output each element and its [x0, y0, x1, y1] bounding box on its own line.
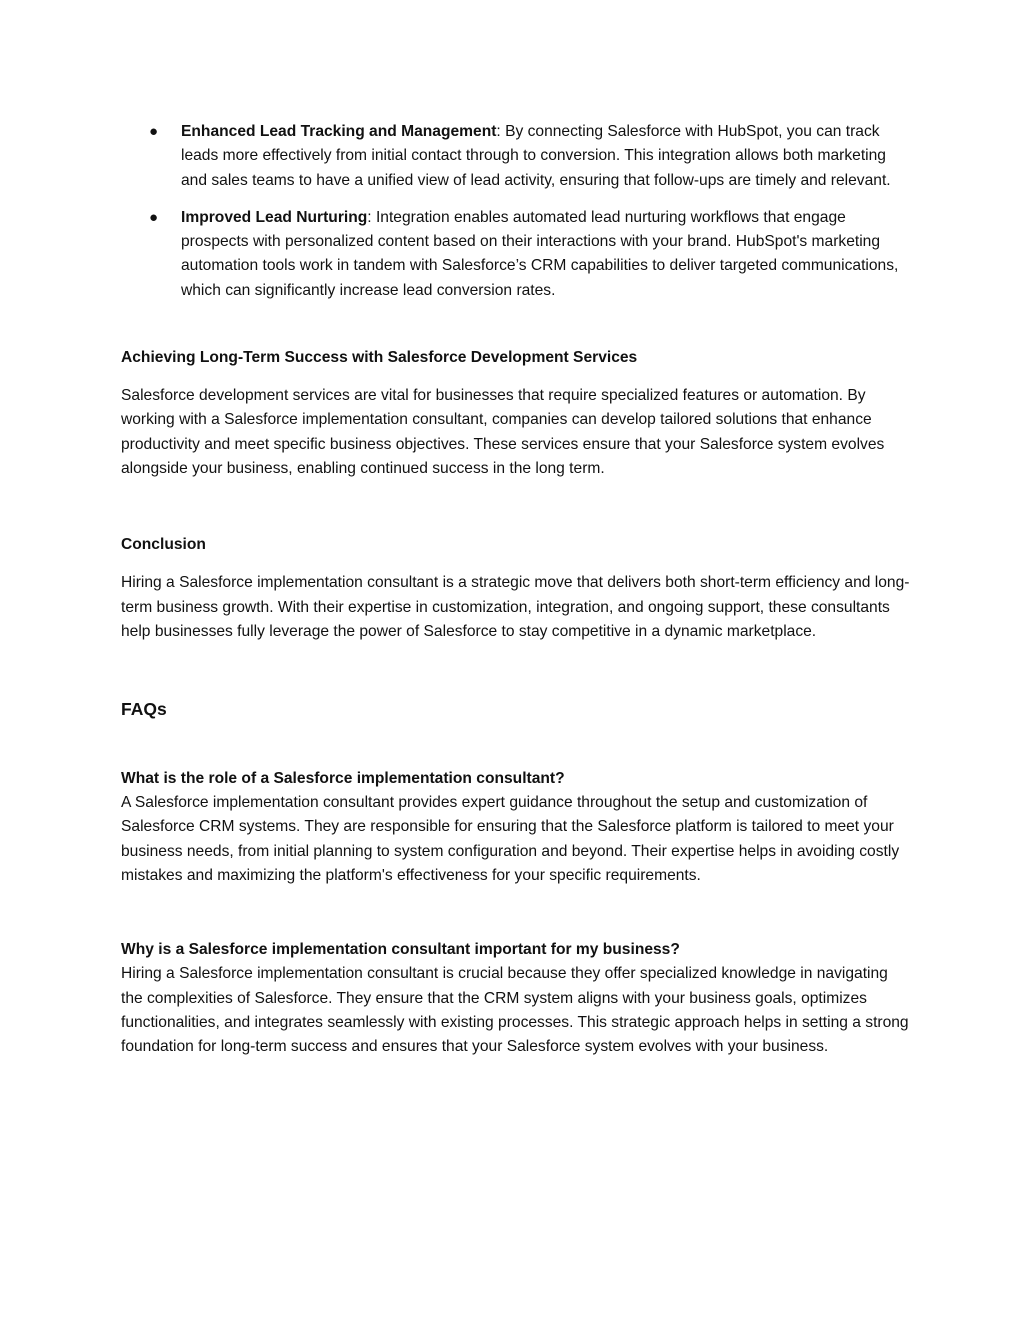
document-page: [121, 120, 911, 1060]
bullet-title: Improved Lead Nurturing: [181, 208, 368, 226]
faq-question: What is the role of a Salesforce implementation consultant?: [121, 770, 565, 788]
bullet-text: : Integration enables automated lead nurturing workflows that engage prospects with personalized content based on their interactions with your brand. HubSpot's marketing automation tools work in tandem with Salesforce’s CRM capabilities to deliver targeted communications, which can significantly increase lead conversion rates.: [181, 208, 899, 299]
section-heading-conclusion: Conclusion: [121, 536, 206, 554]
bullet-title: Enhanced Lead Tracking and Management: [181, 123, 497, 140]
faq-answer: Hiring a Salesforce implementation consultant is crucial because they offer specialized knowledge in navigating the complexities of Salesforce. They ensure that the CRM system aligns with your business goals, optimizes functionalities, and integrates seamlessly with existing processes. This strategic approach helps in setting a strong foundation for long-term success and ensures that your Salesforce system evolves with your business.: [121, 965, 909, 1056]
faq-answer: A Salesforce implementation consultant provides expert guidance throughout the setup and customization of Salesforce CRM systems. They are responsible for ensuring that the Salesforce platform is tailored to meet your business needs, from initial planning to system configuration and beyond. Their expertise helps in avoiding costly mistakes and maximizing the platform's effectiveness for your specific requirements.: [121, 794, 900, 885]
benefits-list: [121, 120, 911, 303]
section-heading-development: Achieving Long-Term Success with Salesforce Development Services: [121, 349, 638, 367]
faq-question: Why is a Salesforce implementation consultant important for my business?: [121, 941, 680, 959]
bullet-icon: ●: [149, 123, 159, 140]
faqs-heading: FAQs: [121, 699, 167, 720]
list-item: [121, 206, 911, 303]
section-body-conclusion: Hiring a Salesforce implementation consultant is a strategic move that delivers both short-term efficiency and long-term business growth. With their expertise in customization, integration, and ongoing support, these consultants help businesses fully leverage the power of Salesforce to stay competitive in a dynamic marketplace.: [121, 574, 910, 640]
bullet-icon: ●: [149, 208, 159, 226]
section-body-development: Salesforce development services are vital for businesses that require specialized features or automation. By working with a Salesforce implementation consultant, companies can develop tailored solutions that enhance productivity and meet specific business objectives. These services ensure that your Salesforce system evolves alongside your business, enabling continued success in the long term.: [121, 387, 885, 477]
bullet-text: : By connecting Salesforce with HubSpot, you can track leads more effectively from initial contact through to conversion. This integration allows both marketing and sales teams to have a unified view of lead activity, ensuring that follow-ups are timely and relevant.: [181, 123, 891, 189]
list-item: [121, 120, 911, 193]
